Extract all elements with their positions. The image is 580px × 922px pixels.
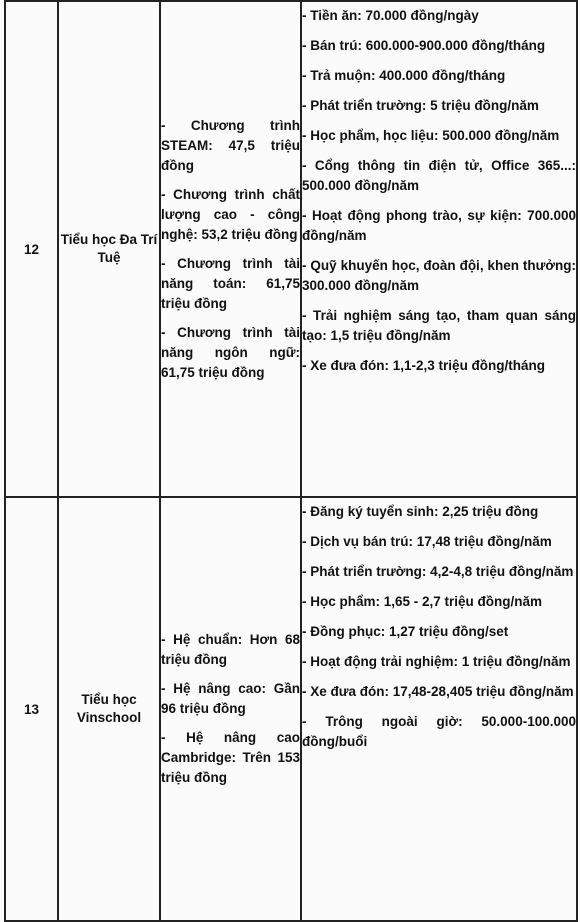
fee-item: - Xe đưa đón: 1,1-2,3 triệu đồng/tháng: [302, 358, 546, 373]
other-fees-cell: [301, 1, 577, 497]
fee-item: - Phát triển trường: 5 triệu đồng/năm: [302, 98, 539, 113]
tuition-item: - Chương trình tài năng ngôn ngữ: 61,75 triệu đồng: [161, 324, 300, 380]
table-row: [5, 497, 577, 921]
row-number: 12: [5, 1, 58, 497]
fee-item: - Bán trú: 600.000-900.000 đồng/tháng: [302, 38, 546, 53]
fee-item: - Quỹ khuyến học, đoàn đội, khen thưởng: 300.000 đồng/năm: [302, 258, 576, 293]
tuition-item: - Chương trình tài năng toán: 61,75 triệu đồng: [161, 255, 300, 311]
school-fees-table: [4, 0, 578, 922]
fee-item: - Học phẩm: 1,65 - 2,7 triệu đồng/năm: [302, 594, 543, 609]
fee-item: - Hoạt động phong trào, sự kiện: 700.000 đồng/năm: [302, 208, 576, 243]
tuition-cell: [160, 1, 301, 497]
tuition-item: - Chương trình STEAM: 47,5 triệu đồng: [161, 117, 300, 173]
tuition-item: - Hệ chuẩn: Hơn 68 triệu đồng: [161, 632, 300, 667]
fee-item: - Trông ngoài giờ: 50.000-100.000 đồng/buổi: [302, 714, 576, 749]
fee-item: - Trải nghiệm sáng tạo, tham quan sáng tạo: 1,5 triệu đồng/năm: [302, 308, 576, 343]
fee-item: - Đăng ký tuyển sinh: 2,25 triệu đồng: [302, 504, 539, 519]
school-name: Tiểu học Vinschool: [58, 497, 160, 921]
fee-item: - Học phẩm, học liệu: 500.000 đồng/năm: [302, 128, 560, 143]
fee-item: - Phát triển trường: 4,2-4,8 triệu đồng/năm: [302, 564, 574, 579]
fee-item: - Đồng phục: 1,27 triệu đồng/set: [302, 624, 509, 639]
tuition-item: - Chương trình chất lượng cao - công nghệ: 53,2 triệu đồng: [161, 186, 300, 242]
other-fees-cell: [301, 497, 577, 921]
row-number: 13: [5, 497, 58, 921]
table-row: [5, 1, 577, 497]
tuition-cell: [160, 497, 301, 921]
fee-item: - Tiền ăn: 70.000 đồng/ngày: [302, 8, 479, 23]
tuition-item: - Hệ nâng cao: Gần 96 triệu đồng: [161, 681, 300, 716]
fee-item: - Trả muộn: 400.000 đồng/tháng: [302, 68, 506, 83]
fee-item: - Xe đưa đón: 17,48-28,405 triệu đồng/năm: [302, 684, 574, 699]
fee-item: - Hoạt động trải nghiệm: 1 triệu đồng/năm: [302, 654, 571, 669]
school-name: Tiểu học Đa Trí Tuệ: [58, 1, 160, 497]
fee-item: - Cổng thông tin điện tử, Office 365...: 500.000 đồng/năm: [302, 158, 576, 193]
fee-item: - Dịch vụ bán trú: 17,48 triệu đồng/năm: [302, 534, 552, 549]
tuition-item: - Hệ nâng cao Cambridge: Trên 153 triệu đồng: [161, 730, 300, 785]
